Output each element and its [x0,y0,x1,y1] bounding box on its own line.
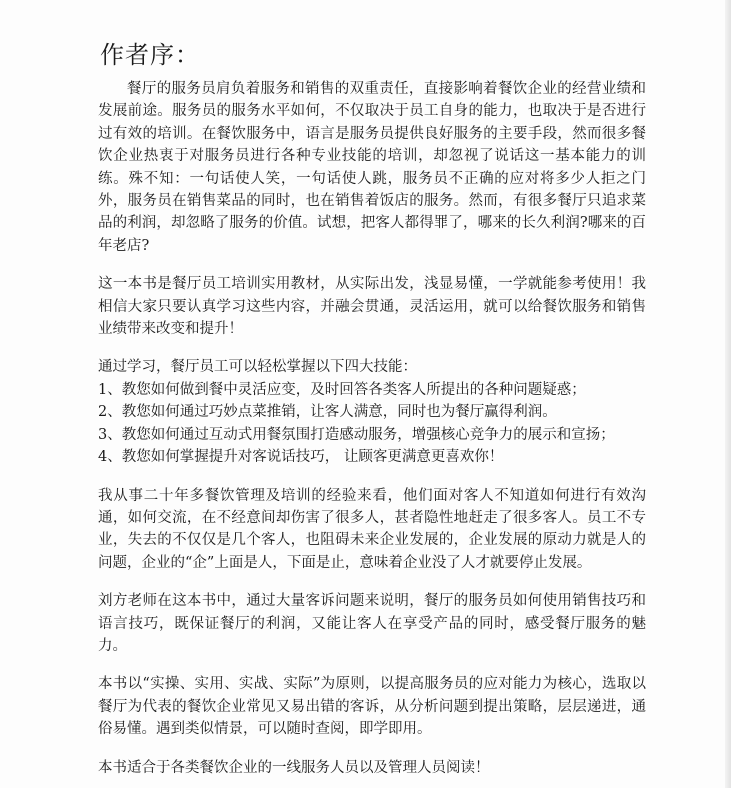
paragraph-skills-intro: 通过学习，餐厅员工可以轻松掌握以下四大技能： [98,359,417,376]
skill-item: 4、教您如何掌握提升对客说话技巧， 让顾客更满意更喜欢你！ [98,449,504,466]
paragraph-book-purpose: 这一本书是餐厅员工培训实用教材，从实际出发，浅显易懂，一学就能参考使用！我相信大家只要认真学习这些内容，并融会贯通，灵活运用，就可以给餐饮服务和销售业绩带来改变和提升！ [98,276,646,338]
paragraph-audience: 本书适合于各类餐饮企业的一线服务人员以及管理人员阅读！ [98,759,490,776]
skill-item: 3、教您如何通过互动式用餐氛围打造感动服务，增强核心竞争力的展示和宣扬； [98,426,615,443]
paragraph-author-approach: 刘方老师在这本书中，通过大量客诉问题来说明，餐厅的服务员如何使用销售技巧和语言技巧，既保证餐厅的利润，又能让客人在享受产品的同时，感受餐厅服务的魅力。 [98,593,646,654]
paragraph-principles: 本书以“实操、实用、实战、实际”为原则，以提高服务员的应对能力为核心，选取以餐厅为代表的餐饮企业常见又易出错的客诉，从分析问题到提出策略，层层递进，通俗易懂。遇到类似情景，可以随时查阅，即学即用。 [98,676,646,738]
skill-item: 2、教您如何通过巧妙点菜推销，让客人满意，同时也为餐厅赢得利润。 [98,404,557,421]
page-edge [725,0,731,788]
paragraph-intro: 餐厅的服务员肩负着服务和销售的双重责任，直接影响着餐饮企业的经营业绩和发展前途。服务员的服务水平如何，不仅取决于员工自身的能力，也取决于是否进行过有效的培训。在餐饮服务中，语言是服务员提供良好服务的主要手段，然而很多餐饮企业热衷于对服务员进行各种专业技能的培训，却忽视了说话这一基本能力的训练。殊不知：一句话使人笑，一句话使人跳，服务员不正确的应对将多少人拒之门外，服务员在销售菜品的同时，也在销售着饭店的服务。然而，有很多餐厅只追求菜品的利润，却忽略了服务的价值。试想，把客人都得罪了，哪来的长久利润?哪来的百年老店? [98,81,646,254]
skills-list [98,379,646,469]
preface-body [98,78,646,779]
page-title: 作者序： [100,41,200,69]
skill-item: 1、教您如何做到餐中灵活应变，及时回答各类客人所提出的各种问题疑惑； [98,381,586,398]
paragraph-experience: 我从事二十年多餐饮管理及培训的经验来看，他们面对客人不知道如何进行有效沟通，如何交流，在不经意间却伤害了很多人，甚者隐性地赶走了很多客人。员工不专业，失去的不仅仅是几个客人，也阻碍未来企业发展的，企业发展的原动力就是人的问题，企业的“企”上面是人，下面是止，意味着企业没了人才就要停止发展。 [98,487,646,571]
